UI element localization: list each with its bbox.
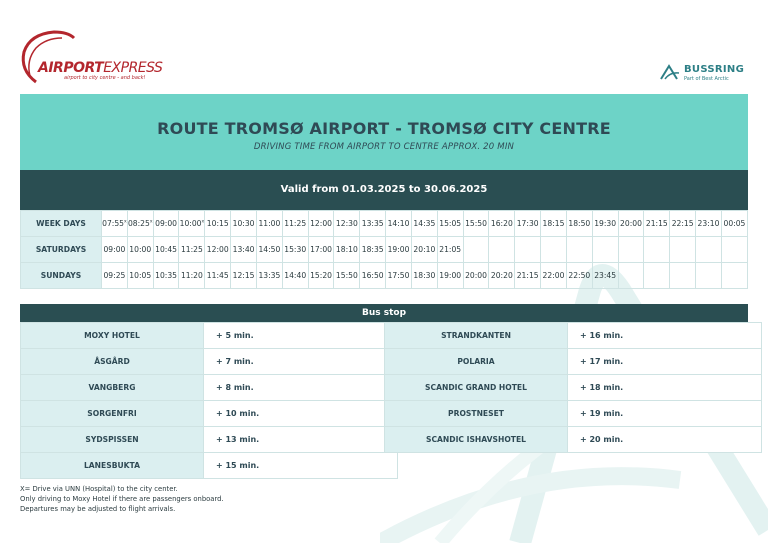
departure-time-text: 14:50 <box>258 245 281 254</box>
departure-time <box>411 263 437 289</box>
departure-time <box>231 263 257 289</box>
bus-stop-offset: + 7 min. <box>204 349 398 375</box>
departure-time-text: 20:00 <box>465 271 487 280</box>
departure-time <box>696 211 722 237</box>
logo-tagline: airport to city centre - and back! <box>64 75 146 81</box>
departure-time <box>670 237 696 263</box>
timetable-row <box>21 237 748 263</box>
departure-time <box>205 263 231 289</box>
departure-time-text: 10:30 <box>232 219 255 228</box>
bus-stop-offset: + 18 min. <box>568 375 762 401</box>
bussring-mountain-icon <box>660 64 680 80</box>
bus-stop-name: SYDSPISSEN <box>21 427 204 453</box>
departure-time-text: 10:00 <box>129 245 152 254</box>
departure-time-text: 11:20 <box>180 271 203 280</box>
departure-time <box>282 263 308 289</box>
bus-stop-row <box>21 453 398 479</box>
footnote: Departures may be adjusted to flight arrivals. <box>20 505 176 513</box>
departure-time-text: 09:25 <box>103 271 126 280</box>
bus-stop-name: SCANDIC ISHAVSHOTEL <box>385 427 568 453</box>
departure-time <box>515 237 541 263</box>
departure-time-text: 14:10 <box>387 219 410 228</box>
departure-time-text: 11:00 <box>258 219 281 228</box>
departure-time-text: 19:00 <box>387 245 410 254</box>
bus-stop-name: SCANDIC GRAND HOTEL <box>385 375 568 401</box>
departure-time <box>541 237 567 263</box>
departure-time <box>411 237 437 263</box>
departure-time-text: 10:35 <box>155 271 178 280</box>
departure-time-text: 15:05 <box>439 219 462 228</box>
day-label: SUNDAYS <box>21 263 102 289</box>
departure-time <box>256 263 282 289</box>
departure-time-text: 11:25 <box>284 219 307 228</box>
departure-time <box>153 211 179 237</box>
bus-stop-name: STRANDKANTEN <box>385 323 568 349</box>
departure-time-text: 11:25 <box>180 245 203 254</box>
departure-time <box>179 237 205 263</box>
departure-time-text: 21:15 <box>516 271 539 280</box>
departure-time-text: 23:10 <box>697 219 720 228</box>
departure-time <box>282 211 308 237</box>
departure-time-text: 10:45 <box>155 245 178 254</box>
departure-time <box>308 211 334 237</box>
departure-time <box>153 263 179 289</box>
departure-time-text: 10:15 <box>206 219 229 228</box>
departure-time-text: 16:20 <box>490 219 513 228</box>
bus-stop-row <box>21 427 398 453</box>
departure-time <box>386 237 412 263</box>
departure-time <box>102 211 128 237</box>
departure-time-text: 07:55 <box>102 219 125 228</box>
bus-stop-offset: + 16 min. <box>568 323 762 349</box>
departure-time <box>721 263 747 289</box>
bus-stop-name: VANGBERG <box>21 375 204 401</box>
bus-stop-offset: + 20 min. <box>568 427 762 453</box>
unn-mark: x <box>149 219 153 225</box>
departure-time <box>360 211 386 237</box>
departure-time <box>463 263 489 289</box>
departure-time <box>153 237 179 263</box>
departure-time-text: 13:35 <box>258 271 281 280</box>
departure-time-text: 15:50 <box>465 219 487 228</box>
departure-time <box>179 263 205 289</box>
departure-time <box>437 237 463 263</box>
departure-time <box>282 237 308 263</box>
departure-time <box>696 237 722 263</box>
departure-time <box>515 211 541 237</box>
departure-time-text: 20:00 <box>620 219 642 228</box>
timetable-row <box>21 263 748 289</box>
departure-time-text: 21:05 <box>439 245 462 254</box>
departure-time <box>644 211 670 237</box>
bus-stop-row <box>385 323 762 349</box>
departure-time-text: 15:20 <box>310 271 332 280</box>
bus-stop-offset: + 13 min. <box>204 427 398 453</box>
bus-stop-offset: + 10 min. <box>204 401 398 427</box>
departure-time-text: 15:30 <box>284 245 307 254</box>
departure-time <box>515 263 541 289</box>
departure-time <box>566 237 592 263</box>
footnotes <box>20 484 224 514</box>
departure-time-text: 18:50 <box>568 219 591 228</box>
bus-stop-row <box>385 401 762 427</box>
departure-time <box>360 263 386 289</box>
departure-time <box>231 211 257 237</box>
departure-time-text: 20:20 <box>490 271 513 280</box>
departure-time <box>411 211 437 237</box>
departure-time-text: 19:30 <box>594 219 617 228</box>
departure-time-text: 12:00 <box>206 245 229 254</box>
departure-time <box>592 263 618 289</box>
departure-time-text: 12:00 <box>310 219 332 228</box>
departure-time <box>670 263 696 289</box>
validity-text: Valid from 01.03.2025 to 30.06.2025 <box>280 184 488 195</box>
departure-time <box>256 237 282 263</box>
departure-time <box>618 263 644 289</box>
bus-stop-name: MOXY HOTEL <box>21 323 204 349</box>
departure-time <box>231 237 257 263</box>
departure-time <box>334 211 360 237</box>
departure-time-text: 15:50 <box>335 271 358 280</box>
bus-stop-row <box>21 401 398 427</box>
departure-time <box>308 237 334 263</box>
departure-time-text: 18:10 <box>335 245 358 254</box>
validity-band <box>20 170 748 210</box>
page-subtitle: DRIVING TIME FROM AIRPORT TO CENTRE APPROX. 20 MIN <box>253 142 515 152</box>
departure-time <box>670 211 696 237</box>
departure-time-text: 14:35 <box>413 219 436 228</box>
bus-stop-name: POLARIA <box>385 349 568 375</box>
logo-express-text: EXPRESS <box>103 60 163 76</box>
departure-time <box>256 211 282 237</box>
departure-time <box>644 263 670 289</box>
bus-stop-name: PROSTNESET <box>385 401 568 427</box>
departure-time-text: 09:00 <box>103 245 126 254</box>
departure-time-text: 21:15 <box>645 219 668 228</box>
bussring-tagline: Part of Best Arctic <box>684 76 729 82</box>
departure-time-text: 10:00 <box>179 219 202 228</box>
bussring-logo <box>660 62 760 84</box>
bus-stop-name: SORGENFRI <box>21 401 204 427</box>
departure-time <box>334 263 360 289</box>
departure-time-text: 17:00 <box>310 245 332 254</box>
departure-time <box>489 237 515 263</box>
departure-time <box>489 211 515 237</box>
page-title: ROUTE TROMSØ AIRPORT - TROMSØ CITY CENTRE <box>157 119 611 138</box>
departure-time <box>592 237 618 263</box>
departure-time-text: 22:50 <box>568 271 591 280</box>
departure-time <box>179 211 205 237</box>
bus-stop-offset: + 5 min. <box>204 323 398 349</box>
departure-time-text: 19:00 <box>439 271 462 280</box>
departure-time <box>205 211 231 237</box>
departure-time-text: 18:15 <box>542 219 565 228</box>
departure-time-text: 22:00 <box>542 271 565 280</box>
departure-time <box>205 237 231 263</box>
bus-stop-name: LANESBUKTA <box>21 453 204 479</box>
unn-mark: x <box>124 219 127 225</box>
departure-time <box>386 211 412 237</box>
logo-airport-text: AIRPORT <box>38 60 104 76</box>
departure-time <box>644 237 670 263</box>
departure-time <box>489 263 515 289</box>
departure-time <box>308 263 334 289</box>
bus-stop-name: ÅSGÅRD <box>21 349 204 375</box>
bus-stop-offset: + 19 min. <box>568 401 762 427</box>
unn-mark: x <box>201 219 205 225</box>
bus-stop-row <box>385 349 762 375</box>
departure-time-text: 09:00 <box>155 219 178 228</box>
departure-time <box>102 237 128 263</box>
departure-time-text: 12:15 <box>232 271 255 280</box>
bus-stops-right <box>384 322 762 453</box>
day-label: SATURDAYS <box>21 237 102 263</box>
departure-time <box>437 263 463 289</box>
departure-time <box>541 263 567 289</box>
departure-time <box>696 263 722 289</box>
departure-time-text: 17:30 <box>516 219 539 228</box>
departure-time <box>386 263 412 289</box>
footnote: X= Drive via UNN (Hospital) to the city center. <box>20 485 178 493</box>
departure-time <box>334 237 360 263</box>
departure-time-text: 18:35 <box>361 245 384 254</box>
departure-time-text: 18:30 <box>413 271 436 280</box>
departure-time-text: 13:40 <box>232 245 255 254</box>
bus-stop-row <box>21 323 398 349</box>
bus-stop-offset: + 8 min. <box>204 375 398 401</box>
departure-time-text: 23:45 <box>594 271 617 280</box>
departure-time-text: 08:25 <box>127 219 150 228</box>
departure-time-text: 10:05 <box>129 271 152 280</box>
departure-time <box>463 211 489 237</box>
departure-time <box>566 263 592 289</box>
departure-time <box>566 211 592 237</box>
departure-time <box>127 211 153 237</box>
departure-time-text: 00:05 <box>723 219 746 228</box>
departure-time <box>102 263 128 289</box>
bus-stop-heading: Bus stop <box>20 304 748 322</box>
bus-stop-row <box>21 375 398 401</box>
departure-time-text: 14:40 <box>284 271 307 280</box>
departure-time-text: 20:10 <box>413 245 436 254</box>
bus-stop-row <box>21 349 398 375</box>
departure-time-text: 12:30 <box>335 219 358 228</box>
timetable <box>20 210 748 289</box>
departure-time-text: 22:15 <box>671 219 694 228</box>
departure-time <box>541 211 567 237</box>
bussring-name-b: RING <box>714 64 745 75</box>
departure-time-text: 17:50 <box>387 271 410 280</box>
departure-time <box>127 237 153 263</box>
bussring-name-a: BUSS <box>684 64 715 75</box>
departure-time <box>127 263 153 289</box>
departure-time <box>463 237 489 263</box>
departure-time <box>618 237 644 263</box>
title-band <box>20 94 748 170</box>
footnote: Only driving to Moxy Hotel if there are passengers onboard. <box>20 495 224 503</box>
departure-time <box>721 211 747 237</box>
departure-time-text: 11:45 <box>206 271 229 280</box>
day-label: WEEK DAYS <box>21 211 102 237</box>
departure-time-text: 16:50 <box>361 271 384 280</box>
departure-time <box>618 211 644 237</box>
airport-express-logo <box>18 30 178 85</box>
bus-stop-row <box>385 427 762 453</box>
bus-stops-left <box>20 322 398 479</box>
bus-stop-offset: + 17 min. <box>568 349 762 375</box>
timetable-row <box>21 211 748 237</box>
departure-time <box>592 211 618 237</box>
departure-time <box>721 237 747 263</box>
departure-time <box>437 211 463 237</box>
departure-time-text: 13:35 <box>361 219 384 228</box>
bus-stop-row <box>385 375 762 401</box>
departure-time <box>360 237 386 263</box>
bus-stop-offset: + 15 min. <box>204 453 398 479</box>
